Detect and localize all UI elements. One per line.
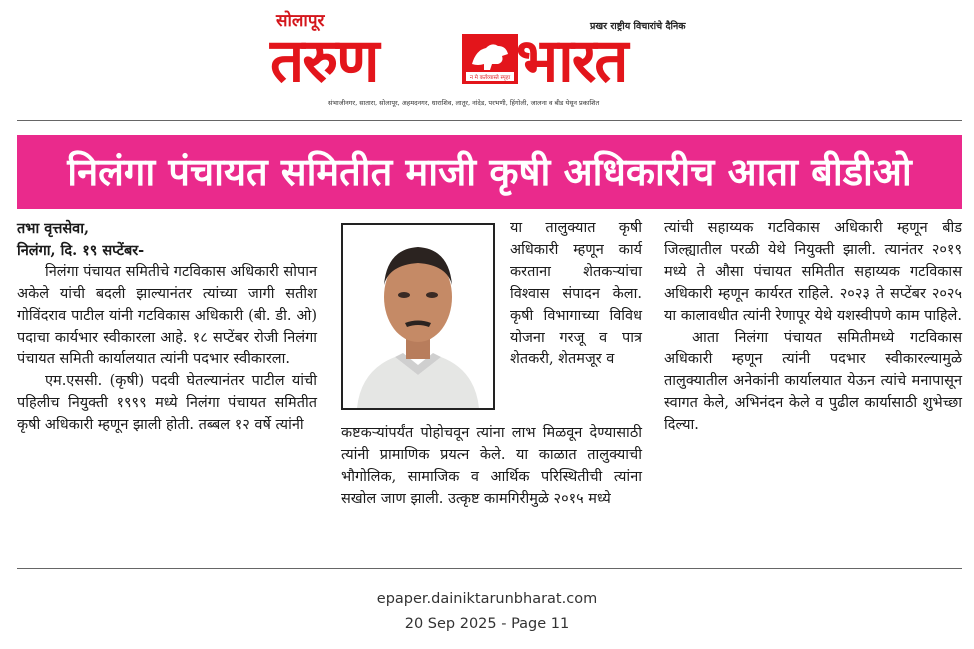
byline-agency: तभा वृत्तसेवा,	[17, 220, 90, 237]
brand-name-left: तरुण	[270, 26, 378, 96]
paragraph: या तालुक्यात कृषी अधिकारी म्हणून कार्य करताना शेतकऱ्यांचा विश्वास संपादन केला. कृषी विभागाच्या विविध योजना गरजू व पात्र शेतकरी, शेतमजूर व	[510, 220, 642, 368]
article-column-2-top	[510, 218, 642, 371]
article-column-1	[17, 218, 317, 437]
editions-list: संभाजीनगर, सातारा, सोलापूर, अहमदनगर, धाराशिव, लातूर, नांदेड, परभणी, हिंगोली, जालना व बीड येथून प्रकाशित	[328, 99, 600, 107]
article-bottom-divider	[17, 568, 962, 569]
paragraph: कष्टकऱ्यांपर्यंत पोहोचवून त्यांना लाभ मिळवून देण्यासाठी त्यांनी प्रामाणिक प्रयत्न केले. या काळात तालुक्याची भौगोलिक, सामाजिक व आर्थिक परिस्थितीची त्यांना सखोल जाण झाली. उत्कृष्ट कामगिरीमुळे २०१५ मध्ये	[341, 425, 642, 507]
paragraph: आता निलंगा पंचायत समितीमध्ये गटविकास अधिकारी म्हणून त्यांनी पदभार स्वीकारल्यामुळे तालुक्यातील अनेकांनी कार्यालयात येऊन त्यांचे मनापासून स्वागत केले, अभिनंदन केले व पुढील कार्यासाठी शुभेच्छा दिल्या.	[664, 329, 962, 434]
byline-dateline: निलंगा, दि. १९ सप्टेंबर-	[17, 241, 145, 259]
person-portrait-icon	[343, 225, 493, 408]
brand-name-right: भारत	[516, 26, 627, 96]
masthead-divider	[17, 120, 962, 121]
edition-date-page: 20 Sep 2025 - Page 11	[404, 616, 570, 632]
epaper-site-link[interactable]: epaper.dainiktarunbharat.com	[376, 591, 598, 607]
article-headline: निलंगा पंचायत समितीत माजी कृषी अधिकारीच आता बीडीओ	[17, 135, 962, 209]
lion-emblem-icon	[462, 34, 518, 84]
person-photo	[341, 223, 495, 410]
paragraph: त्यांची सहाय्यक गटविकास अधिकारी म्हणून बीड जिल्ह्यातील परळी येथे नियुक्ती झाली. त्यानंतर २०१९ मध्ये ते औसा पंचायत समितीत सहाय्यक गटविकास अधिकारी म्हणून कार्यरत राहिले. २०२३ ते सप्टेंबर २०२५ या कालावधीत त्यांनी रेणापूर येथे यशस्वीपणे काम पाहिले.	[664, 220, 962, 324]
article-column-2-bottom	[341, 423, 642, 511]
article-column-3	[664, 218, 962, 437]
masthead	[0, 0, 974, 118]
paragraph: निलंगा पंचायत समितीचे गटविकास अधिकारी सोपान अकेले यांची बदली झाल्यानंतर त्यांच्या जागी सतीश गोविंदराव पाटील यांनी गटविकास अधिकारी (बी. डी. ओ) पदाचा कार्यभार स्वीकारला आहे. १८ सप्टेंबर रोजी निलंगा पंचायत समिती कार्यालयात त्यांनी पदभार स्वीकारला.	[17, 263, 317, 368]
paragraph: एम.एससी. (कृषी) पदवी घेतल्यानंतर पाटील यांची पहिलीच नियुक्ती १९९९ मध्ये निलंगा पंचायत समितीत कृषी अधिकारी म्हणून झाली होती. तब्बल १२ वर्षे त्यांनी	[17, 373, 317, 434]
masthead-tagline: प्रखर राष्ट्रीय विचारांचे दैनिक	[590, 21, 686, 32]
edition-city: सोलापूर	[276, 11, 325, 31]
svg-text:न मे कर्तव्यास्ते स्पृहा: न मे कर्तव्यास्ते स्पृहा	[469, 75, 511, 81]
